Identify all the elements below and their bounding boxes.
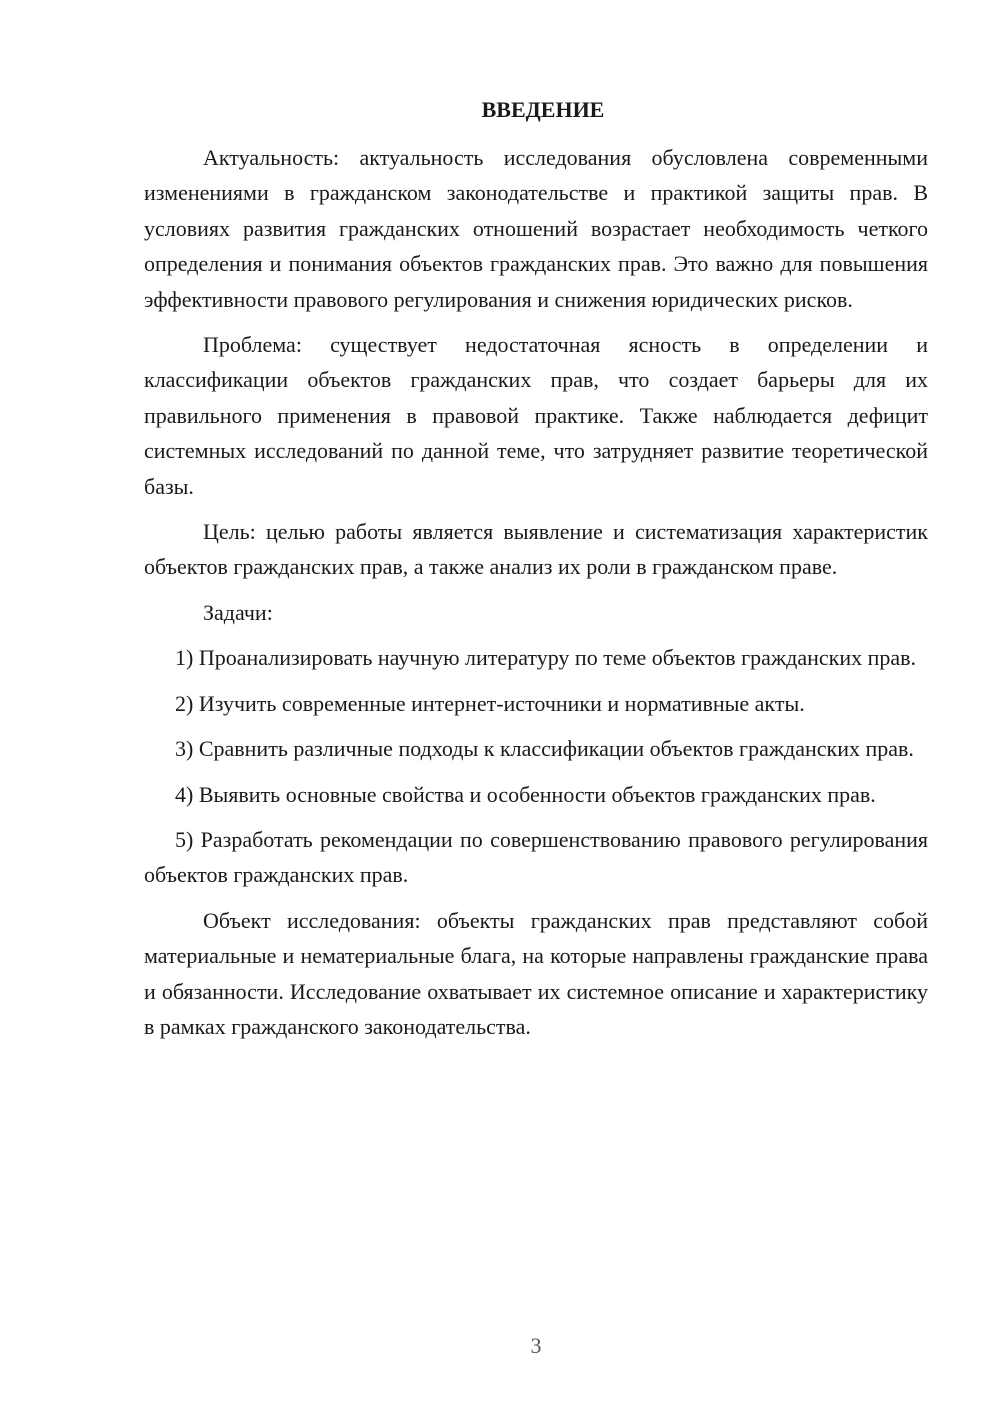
paragraph-problem: Проблема: существует недостаточная ясность в определении и классификации объектов гражданских прав, что создает барьеры для их правильного применения в правовой практике. Также наблюдается дефицит системных исследований по данной теме, что затрудняет развитие теоретической базы.: [144, 332, 928, 499]
task-item: 3) Сравнить различные подходы к классификации объектов гражданских прав.: [175, 736, 914, 762]
task-item: 1) Проанализировать научную литературу по теме объектов гражданских прав.: [175, 645, 917, 671]
task-item: 5) Разработать рекомендации по совершенствованию правового регулирования объектов гражданских прав.: [144, 826, 928, 888]
page-number: 3: [530, 1333, 542, 1358]
section-heading: ВВЕДЕНИЕ: [481, 97, 605, 122]
document-page: [144, 92, 928, 1054]
paragraph-goal: Цель: целью работы является выявление и систематизация характеристик объектов гражданских прав, а также анализ их роли в гражданском праве.: [144, 519, 928, 580]
paragraph-relevance: Актуальность: актуальность исследования обусловлена современными изменениями в гражданском законодательстве и практикой защиты прав. В условиях развития гражданских отношений возрастает необходимость четкого определения и понимания объектов гражданских прав. Это важно для повышения эффективности правового регулирования и снижения юридических рисков.: [144, 145, 928, 312]
paragraph-object: Объект исследования: объекты гражданских прав представляют собой материальные и нематериальные блага, на которые направлены гражданские права и обязанности. Исследование охватывает их системное описание и характеристику в рамках гражданского законодательства.: [144, 907, 928, 1039]
task-item: 2) Изучить современные интернет-источники и нормативные акты.: [175, 690, 805, 716]
task-item: 4) Выявить основные свойства и особенности объектов гражданских прав.: [175, 781, 876, 807]
tasks-label: Задачи:: [203, 599, 273, 625]
